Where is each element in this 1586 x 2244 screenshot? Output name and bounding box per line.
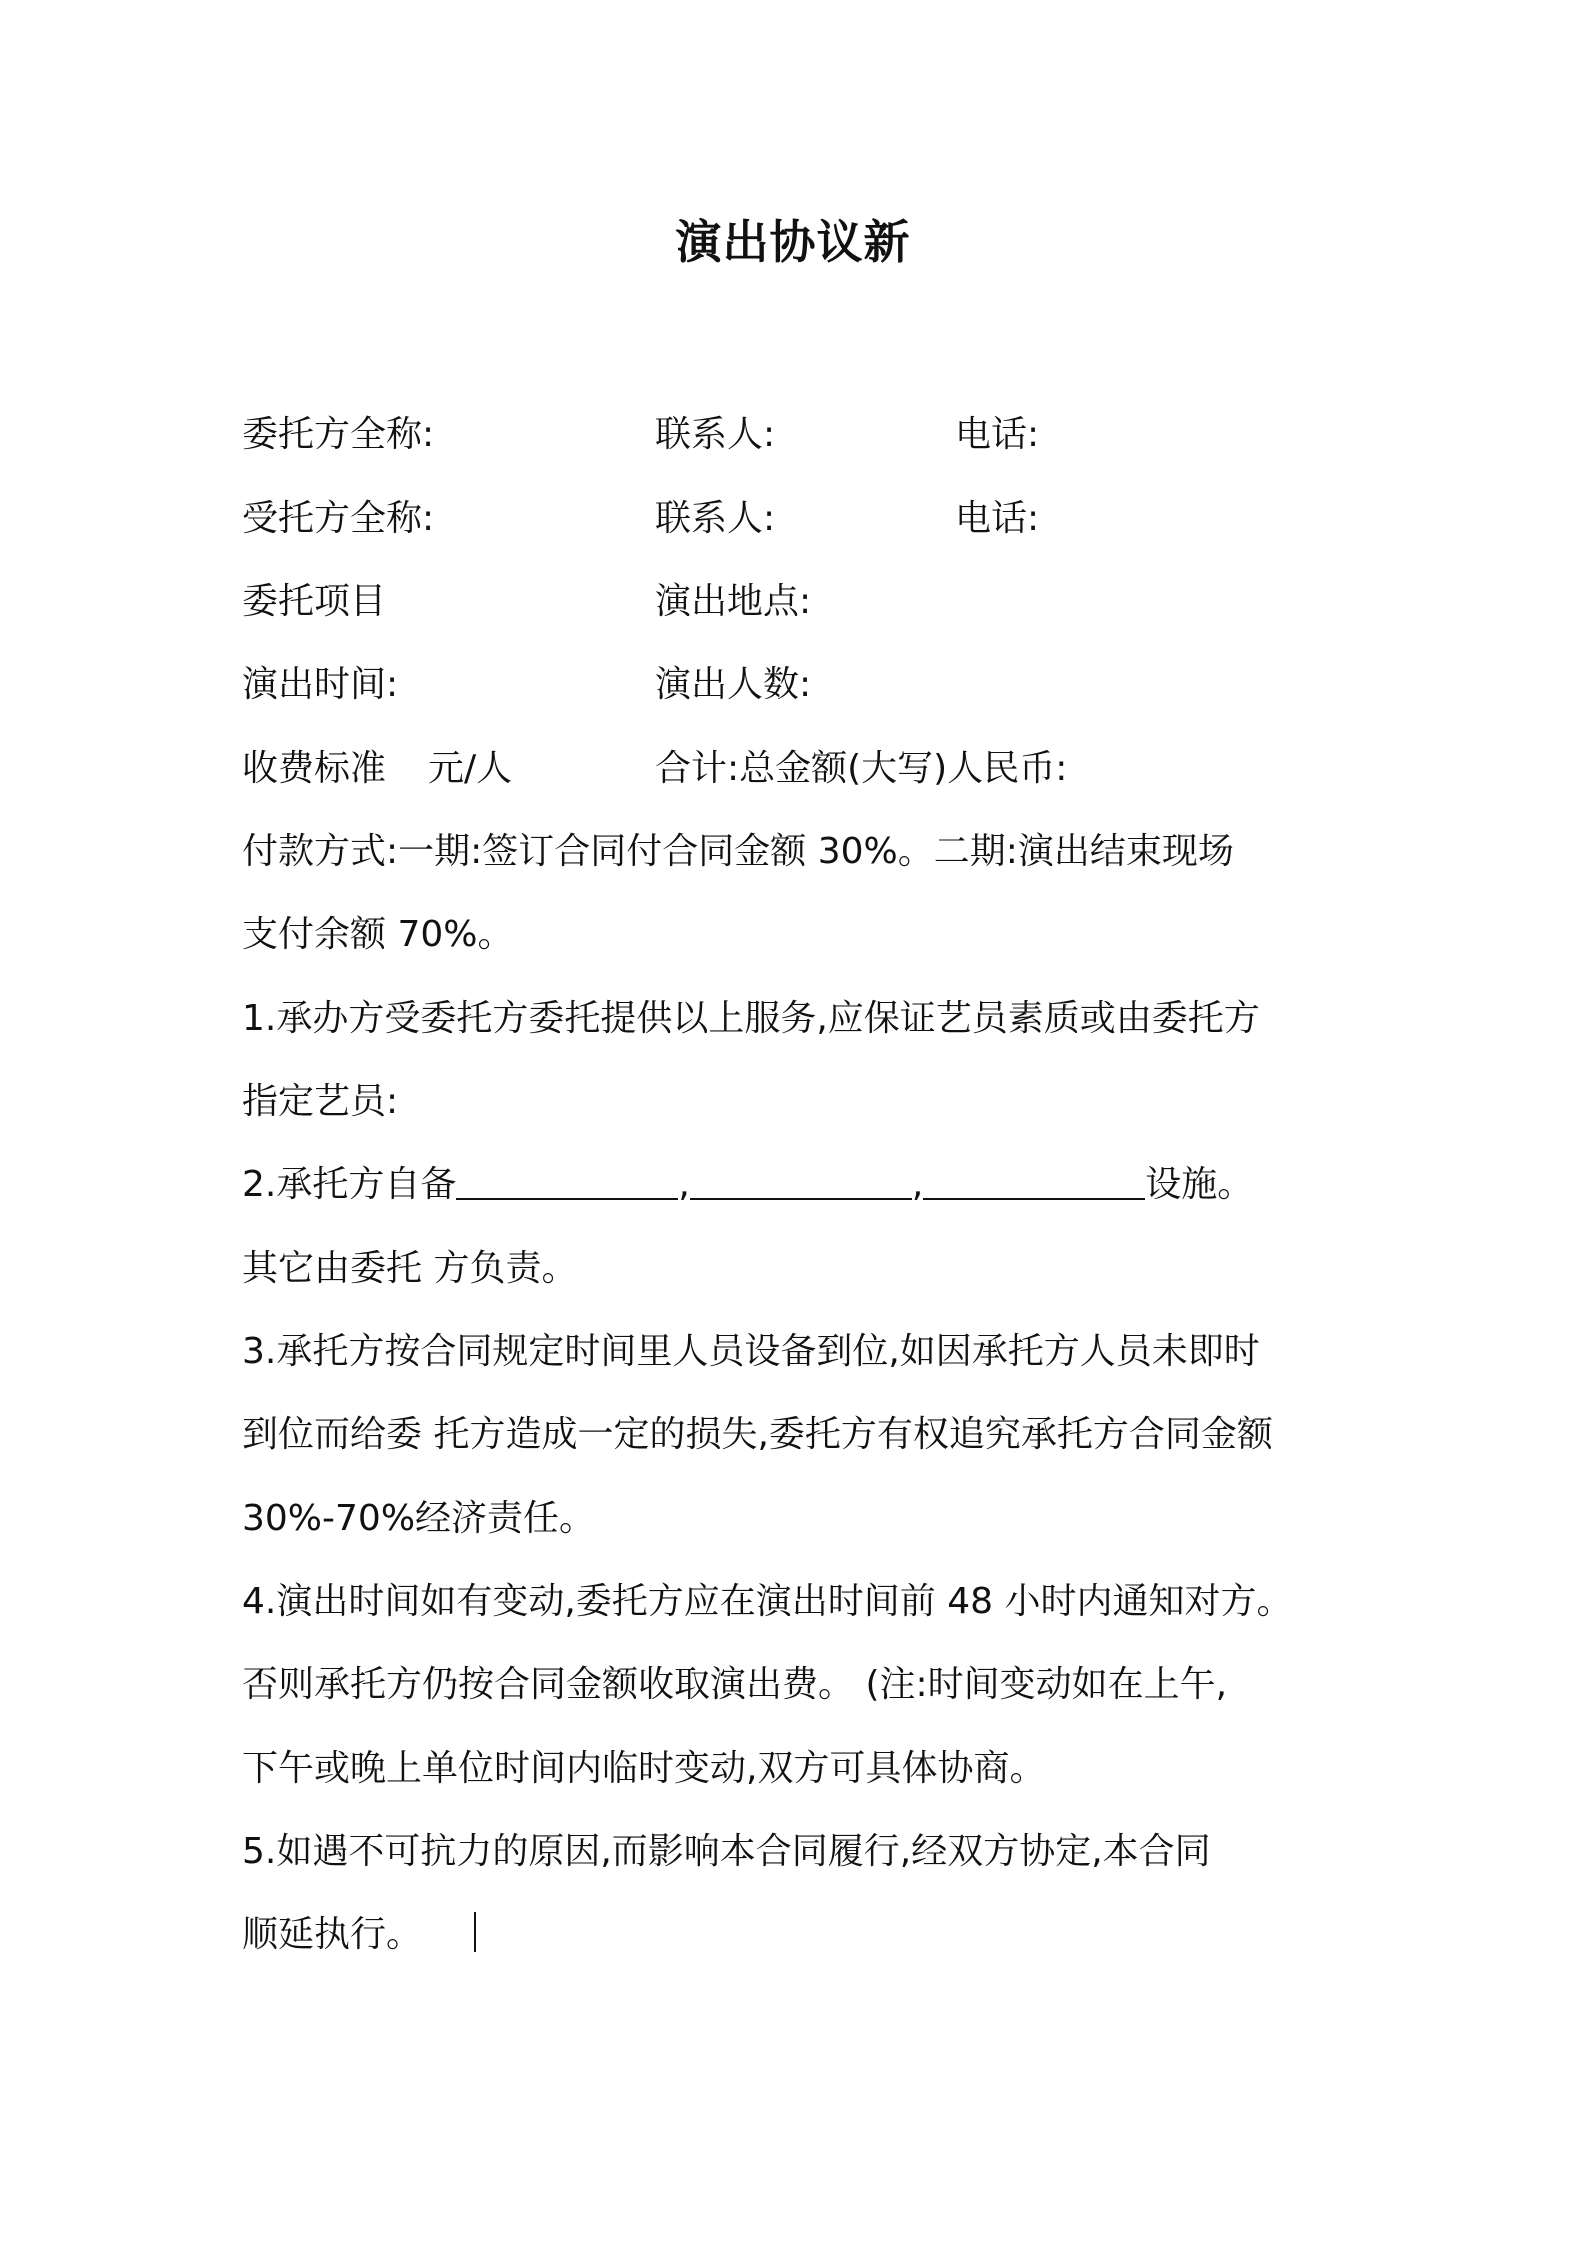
agent-contact-label: 联系人: — [655, 498, 776, 539]
clause-3-line-1: 3.承托方按合同规定时间里人员设备到位,如因承托方人员未即时 — [242, 1331, 1260, 1372]
clause-5-line-1: 5.如遇不可抗力的原因,而影响本合同履行,经双方协定,本合同 — [242, 1831, 1211, 1872]
time-label: 演出时间: — [242, 664, 399, 705]
agent-name-label: 受托方全称: — [242, 498, 435, 539]
clause-2-separator-1: , — [678, 1164, 690, 1205]
clause-5-text: 顺延执行。 — [242, 1914, 423, 1955]
blank-field-3[interactable] — [923, 1164, 1145, 1200]
time-row — [242, 660, 812, 710]
clause-2-prefix: 2.承托方自备 — [242, 1164, 457, 1205]
venue-label: 演出地点: — [655, 581, 812, 622]
blank-field-1[interactable] — [456, 1164, 678, 1200]
blank-field-2[interactable] — [690, 1164, 912, 1200]
document-title: 演出协议新 — [675, 215, 911, 269]
clause-1-line-2: 指定艺员: — [242, 1081, 399, 1122]
fee-unit: 元/人 — [428, 748, 513, 789]
total-label: 合计:总金额(大写)人民币: — [655, 748, 1068, 789]
agent-row — [242, 494, 1040, 544]
fee-row — [242, 744, 1068, 794]
clause-2-line-1 — [242, 1160, 1253, 1210]
clause-4-line-2: 否则承托方仍按合同金额收取演出费。 (注:时间变动如在上午, — [242, 1664, 1228, 1705]
headcount-label: 演出人数: — [655, 664, 812, 705]
client-name-label: 委托方全称: — [242, 414, 435, 455]
clause-3-line-3: 30%-70%经济责任。 — [242, 1498, 596, 1539]
payment-line-1: 付款方式:一期:签订合同付合同金额 30%。二期:演出结束现场 — [242, 831, 1234, 872]
clause-2-line-2: 其它由委托 方负责。 — [242, 1248, 578, 1289]
fee-label: 收费标准 — [242, 748, 387, 789]
agent-phone-label: 电话: — [955, 498, 1040, 539]
clause-1-line-1: 1.承办方受委托方委托提供以上服务,应保证艺员素质或由委托方 — [242, 998, 1260, 1039]
client-phone-label: 电话: — [955, 414, 1040, 455]
text-cursor — [474, 1912, 476, 1952]
clause-2-suffix: 设施。 — [1145, 1164, 1254, 1205]
client-contact-label: 联系人: — [655, 414, 776, 455]
client-row — [242, 410, 1040, 460]
clause-2-separator-2: , — [911, 1164, 924, 1205]
payment-line-2: 支付余额 70%。 — [242, 914, 514, 955]
clause-4-line-1: 4.演出时间如有变动,委托方应在演出时间前 48 小时内通知对方。 — [242, 1581, 1293, 1622]
clause-4-line-3: 下午或晚上单位时间内临时变动,双方可具体协商。 — [242, 1748, 1046, 1789]
project-row — [242, 577, 812, 627]
clause-5-line-2 — [242, 1910, 476, 1960]
project-label: 委托项目 — [242, 581, 387, 622]
clause-3-line-2: 到位而给委 托方造成一定的损失,委托方有权追究承托方合同金额 — [242, 1414, 1273, 1455]
